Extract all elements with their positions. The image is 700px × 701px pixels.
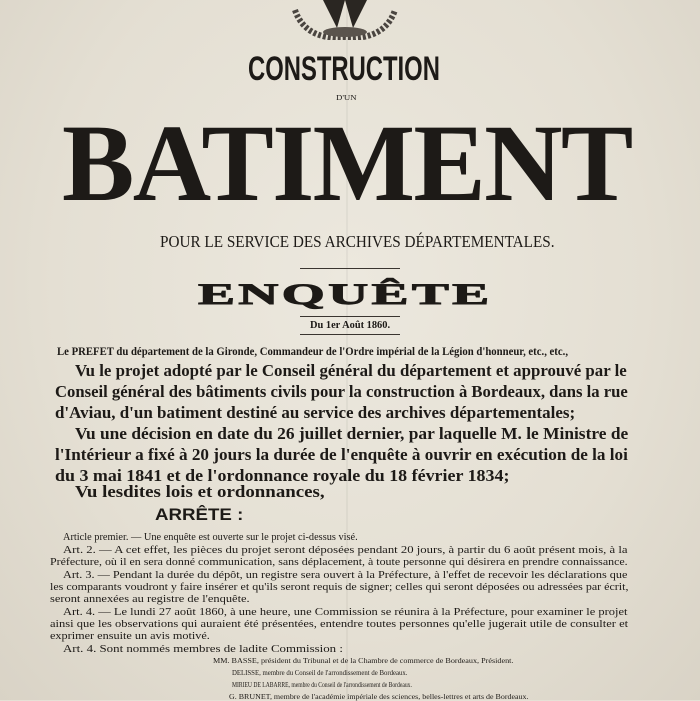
- divider: [300, 334, 400, 335]
- article-line: seront annexées au registre de l'enquête.: [50, 593, 250, 605]
- article-line: Art. 4. — Le lundi 27 août 1860, à une heure, une Commission se réunira à la Préfecture, pour examiner le projet: [63, 606, 628, 618]
- title-enquete: ENQUÊTE: [198, 278, 493, 311]
- title-dun: D'UN: [336, 94, 357, 102]
- divider: [300, 268, 400, 269]
- arrete-heading: ARRÊTE :: [155, 505, 244, 524]
- body-line: d'Aviau, d'un batiment destiné au service des archives départementales;: [55, 403, 576, 422]
- article-line: Art. 4. Sont nommés membres de ladite Commission :: [63, 643, 343, 655]
- body-line: du 3 mai 1841 et de l'ordonnance royale du 18 février 1834;: [55, 466, 510, 485]
- imperial-crest-emblem: [285, 0, 405, 40]
- divider: [300, 316, 400, 317]
- title-construction: CONSTRUCTION: [248, 50, 440, 88]
- article-line: Art. 2. — A cet effet, les pièces du projet seront déposées pendant 20 jours, à partir du 6 août présent mois, à la: [63, 544, 628, 556]
- body-line: l'Intérieur a fixé à 20 jours la durée de l'enquête à ouvrir en exécution de la loi: [55, 445, 628, 464]
- title-batiment: BATIMENT: [62, 101, 632, 225]
- body-line: Vu une décision en date du 26 juillet dernier, par laquelle M. le Ministre de: [75, 424, 629, 443]
- prefet-line: Le PREFET du département de la Gironde, Commandeur de l'Ordre impérial de la Légion d'honneur, etc., etc.,: [57, 344, 568, 358]
- article-line: Article premier. — Une enquête est ouverte sur le projet ci-dessus visé.: [63, 531, 358, 543]
- article-line: les comparants voudront y faire insérer et qu'ils seront requis de signer; celles qui seront déposées ou adressées par écrit,: [50, 581, 629, 593]
- body-line: Vu le projet adopté par le Conseil général du département et approuvé par le: [75, 361, 627, 380]
- subtitle: POUR LE SERVICE DES ARCHIVES DÉPARTEMENTALES.: [160, 232, 555, 251]
- member-line: G. BRUNET, membre de l'académie impériale des sciences, belles-lettres et arts de Bordeaux.: [229, 693, 529, 701]
- article-line: Art. 3. — Pendant la durée du dépôt, un registre sera ouvert à la Préfecture, à l'effet de recevoir les déclarations que: [63, 569, 628, 581]
- body-line: Conseil général des bâtiments civils pour la construction à Bordeaux, dans la rue: [55, 382, 628, 401]
- body-line: Vu lesdites lois et ordonnances,: [75, 482, 325, 501]
- date-line: Du 1er Août 1860.: [310, 320, 391, 331]
- member-line: MM. BASSE, président du Tribunal et de la Chambre de commerce de Bordeaux, Président.: [213, 657, 514, 665]
- article-line: Préfecture, où il en sera donné communication, sans déplacement, à toute personne qui désirera en prendre connaissance.: [50, 556, 628, 568]
- member-line: MIRIEU DE LABARRE, membre du Conseil de l'arrondissement de Bordeaux.: [232, 681, 412, 689]
- article-line: ainsi que les observations qui auraient été présentées, entendre toutes personnes qu'elle jugerait utile de consulter et: [50, 618, 629, 630]
- article-line: exprimer ensuite un avis motivé.: [50, 630, 210, 642]
- member-line: DELISSE, membre du Conseil de l'arrondissement de Bordeaux.: [232, 669, 408, 677]
